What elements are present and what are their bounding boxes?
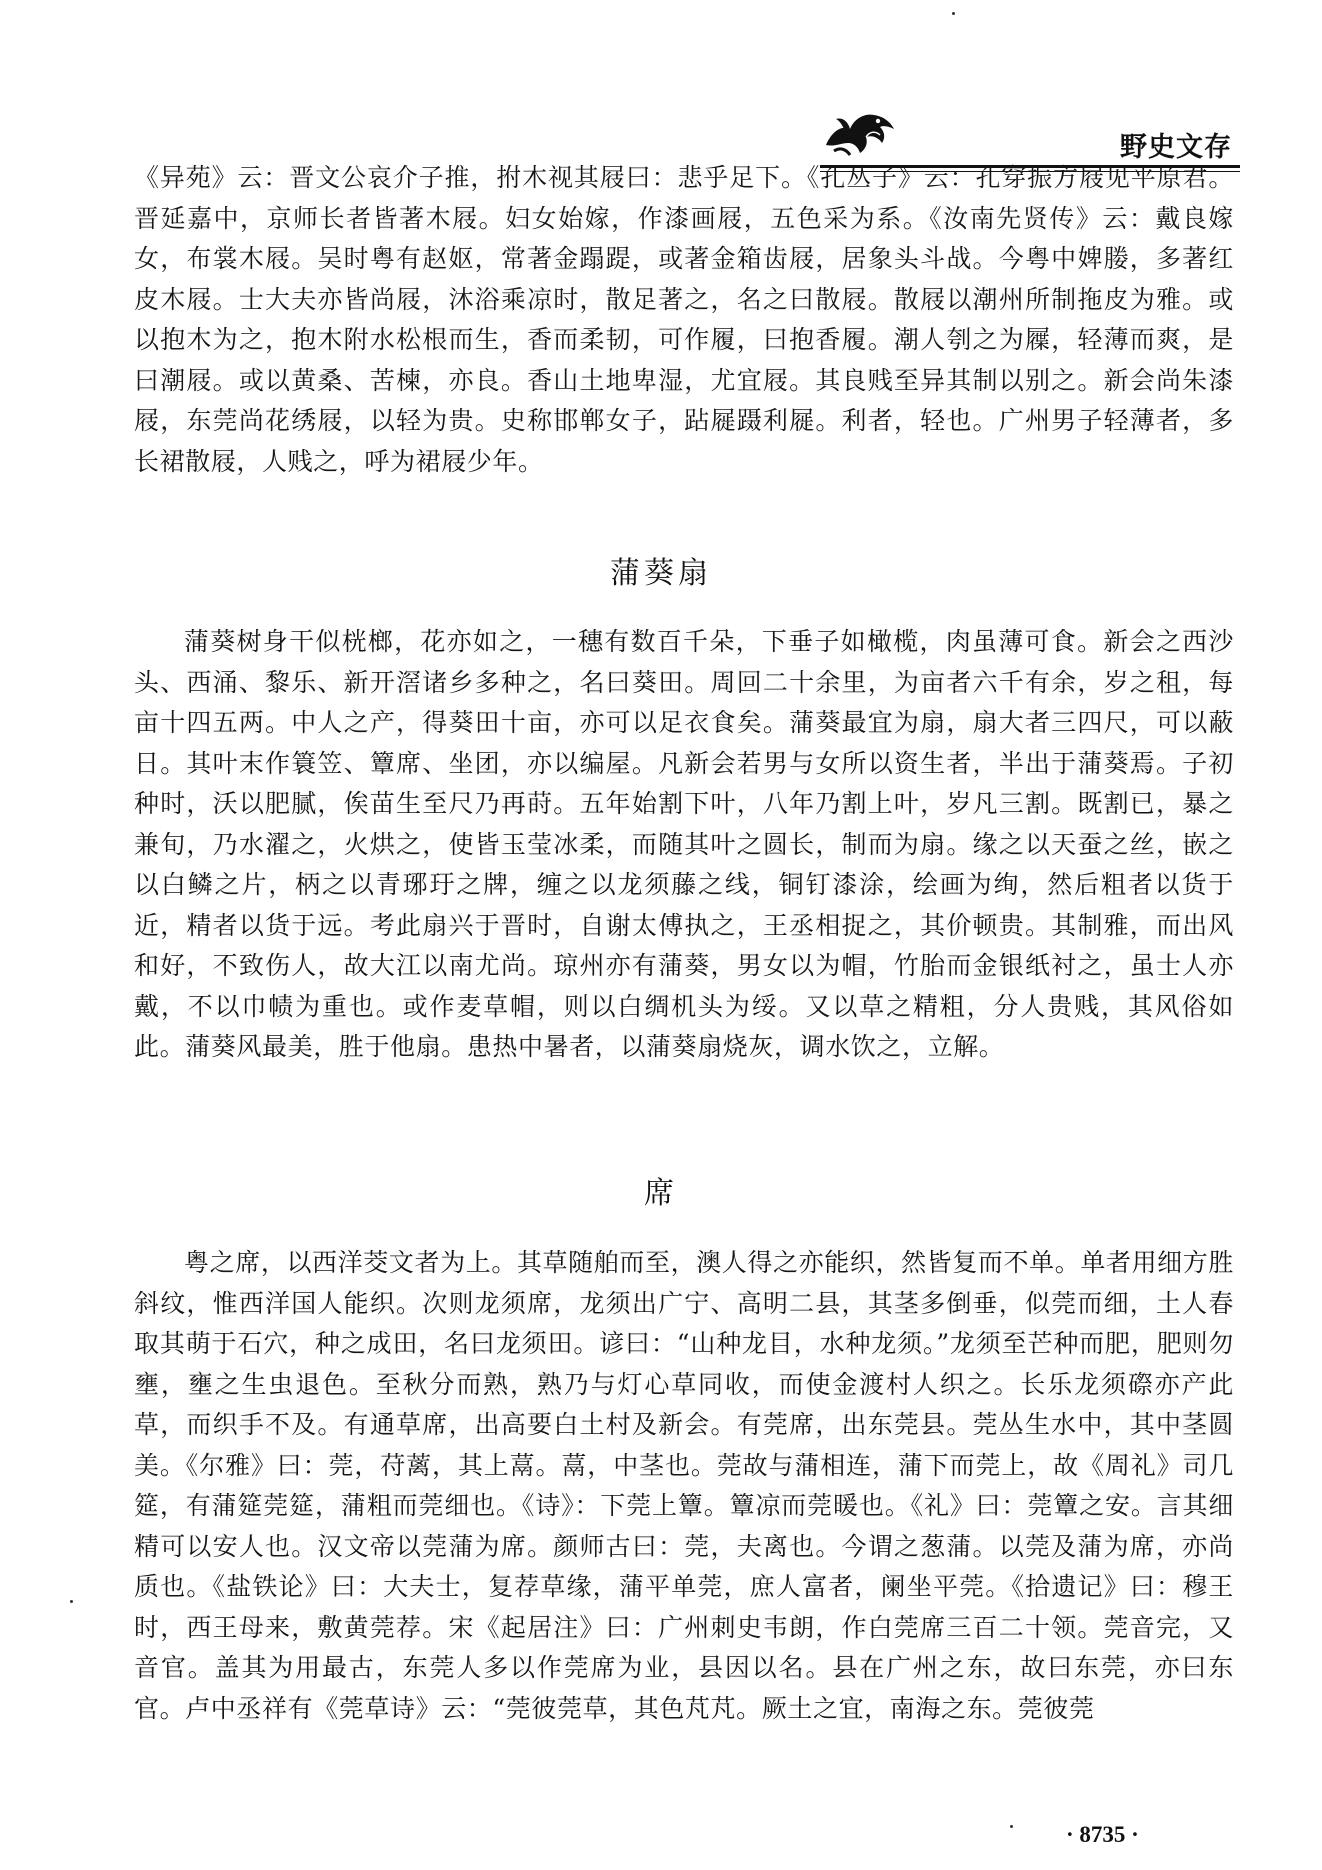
paragraph-fan: 蒲葵树身干似桄榔，花亦如之，一穗有数百千朵，下垂子如橄榄，肉虽薄可食。新会之西沙头、西涌、黎乐、新开滘诸乡多种之，名曰葵田。周回二十余里，为亩者六千有余，岁之租，每亩十四五两。中人之产，得葵田十亩，亦可以足衣食矣。蒲葵最宜为扇，扇大者三四尺，可以蔽日。其叶末作簑笠、簟席、坐团，亦以编屋。凡新会若男与女所以资生者，半出于蒲葵焉。子初种时，沃以肥腻，俟苗生至尺乃再莳。五年始割下叶，八年乃割上叶，岁凡三割。既割已，暴之兼旬，乃水濯之，火烘之，使皆玉莹冰柔，而随其叶之圆长，制而为扇。缘之以天蚕之丝，嵌之以白鳞之片，柄之以青琊玗之牌，缠之以龙须藤之线，铜钉漆涂，绘画为绚，然后粗者以货于近，精者以货于远。考此扇兴于晋时，自谢太傅执之，王丞相捉之，其价顿贵。其制雅，而出风和好，不致伤人，故大江以南尤尚。琼州亦有蒲葵，男女以为帽，竹胎而金银纸衬之，虽士人亦戴，不以巾帻为重也。或作麦草帽，则以白绸机头为绥。又以草之精粗，分人贵贱，其风俗如此。蒲葵风最美，胜于他扇。患热中暑者，以蒲葵扇烧灰，调水饮之，立解。 bbox=[134, 627, 1234, 1061]
text-block-mat bbox=[134, 1243, 1234, 1729]
text-block-sandals bbox=[134, 158, 1234, 482]
page-number: · 8735 · bbox=[1066, 1822, 1139, 1847]
paragraph-sandals: 《异苑》云：晋文公哀介子推，拊木视其屐曰：悲乎足下。《孔丛子》云：孔穿振方屐见平原君。晋延嘉中，京师长者皆著木屐。妇女始嫁，作漆画屐，五色采为系。《汝南先贤传》云：戴良嫁女，布裳木屐。吴时粤有赵妪，常著金蹋踶，或著金箱齿屐，居象头斗战。今粤中婢媵，多著红皮木屐。士大夫亦皆尚屐，沐浴乘凉时，散足著之，名之曰散屐。散屐以潮州所制拖皮为雅。或以抱木为之，抱木附水松根而生，香而柔韧，可作履，曰抱香履。潮人刳之为屧，轻薄而爽，是曰潮屐。或以黄桑、苦楝，亦良。香山土地卑湿，尤宜屐。其良贱至异其制以别之。新会尚朱漆屐，东莞尚花绣屐，以轻为贵。史称邯郸女子，跕屣蹑利屣。利者，轻也。广州男子轻薄者，多长裙散屐，人贱之，呼为裙屐少年。 bbox=[134, 163, 1234, 476]
section-heading-mat: 席 bbox=[644, 1176, 678, 1211]
paragraph-mat: 粤之席，以西洋茭文者为上。其草随舶而至，澳人得之亦能织，然皆复而不单。单者用细方胜斜纹，惟西洋国人能织。次则龙须席，龙须出广宁、高明二县，其茎多倒垂，似莞而细，土人春取其萌于石穴，种之成田，名曰龙须田。谚曰：“山种龙目，水种龙须。”龙须至芒种而肥，肥则勿壅，壅之生虫退色。至秋分而熟，熟乃与灯心草同收，而使金渡村人织之。长乐龙须磜亦产此草，而织手不及。有通草席，出高要白土村及新会。有莞席，出东莞县。莞丛生水中，其中茎圆美。《尔雅》曰：莞，苻蓠，其上蒚。蒚，中茎也。莞故与蒲相连，蒲下而莞上，故《周礼》司几筵，有蒲筵莞筵，蒲粗而莞细也。《诗》：下莞上簟。簟凉而莞暖也。《礼》曰：莞簟之安。言其细精可以安人也。汉文帝以莞蒲为席。颜师古曰：莞，夫离也。今谓之葱蒲。以莞及蒲为席，亦尚质也。《盐铁论》曰：大夫士，复荐草缘，蒲平单莞，庶人富者，阑坐平莞。《拾遗记》曰：穆王时，西王母来，敷黄莞荐。宋《起居注》曰：广州刺史韦朗，作白莞席三百二十领。莞音完，又音官。盖其为用最古，东莞人多以作莞席为业，县因以名。县在广州之东，故曰东莞，亦曰东官。卢中丞祥有《莞草诗》云：“莞彼莞草，其色芃芃。厥土之宜，南海之东。莞彼莞 bbox=[134, 1248, 1234, 1723]
text-block-fan bbox=[134, 622, 1234, 1068]
dragon-emblem-icon bbox=[820, 101, 900, 161]
book-series-title: 野史文存 bbox=[1120, 132, 1232, 163]
scan-speck bbox=[1010, 1825, 1013, 1828]
scan-speck bbox=[70, 1600, 73, 1603]
scan-speck bbox=[952, 12, 955, 15]
section-heading-fan: 蒲葵扇 bbox=[610, 556, 712, 591]
